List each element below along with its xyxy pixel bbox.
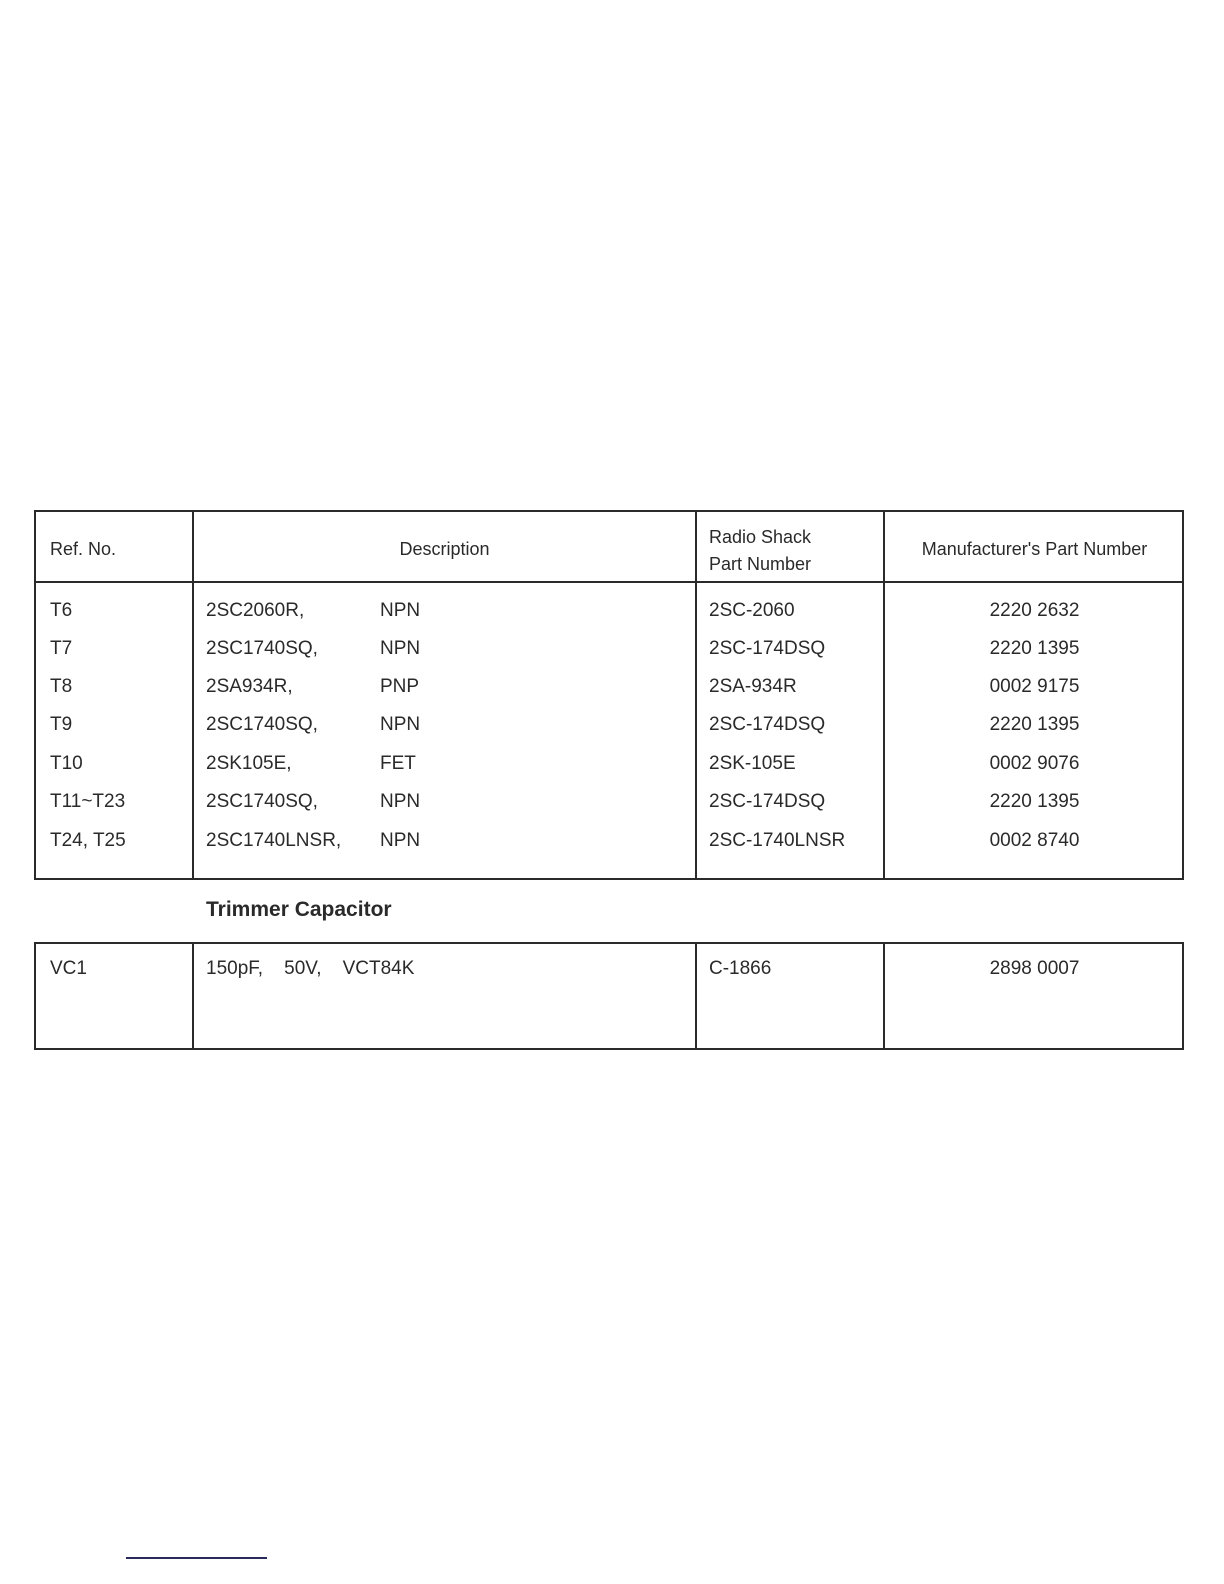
type-cell: FET: [380, 753, 416, 774]
ref-cell: T6: [50, 600, 73, 621]
ref-cell: T10: [50, 753, 83, 774]
mfr-part-cell: 2898 0007: [989, 958, 1080, 979]
mfr-part-cell: 0002 8740: [989, 830, 1080, 851]
description-cell: 150pF, 50V, VCT84K: [206, 958, 415, 979]
header-description: Description: [399, 539, 490, 559]
rs-part-cell: 2SC-174DSQ: [709, 791, 826, 812]
type-cell: PNP: [380, 676, 420, 697]
ref-cell: VC1: [50, 958, 87, 979]
rs-part-cell: 2SK-105E: [709, 753, 796, 774]
rs-part-cell: 2SC-2060: [709, 600, 795, 621]
table-row: [36, 600, 1182, 638]
trimmer-table: [34, 942, 1184, 1050]
table-row: [36, 791, 1182, 829]
ref-cell: T8: [50, 676, 73, 697]
ref-cell: T9: [50, 714, 73, 735]
table-row: [36, 753, 1182, 791]
part-cell: 2SK105E,: [206, 753, 292, 774]
table-row: [36, 638, 1182, 676]
header-ref-no: Ref. No.: [50, 539, 117, 559]
mfr-part-cell: 0002 9076: [989, 753, 1080, 774]
ref-cell: T7: [50, 638, 73, 659]
parts-table: [34, 510, 1184, 880]
part-cell: 2SC2060R,: [206, 600, 305, 621]
section-title-trimmer-capacitor: Trimmer Capacitor: [206, 898, 392, 921]
part-cell: 2SC1740LNSR,: [206, 830, 342, 851]
rs-part-cell: 2SA-934R: [709, 676, 797, 697]
table-row: [36, 830, 1182, 868]
ref-cell: T24, T25: [50, 830, 126, 851]
type-cell: NPN: [380, 638, 421, 659]
part-cell: 2SC1740SQ,: [206, 714, 318, 735]
mfr-part-cell: 0002 9175: [989, 676, 1080, 697]
header-manufacturer-part-number: Manufacturer's Part Number: [921, 539, 1148, 559]
part-cell: 2SA934R,: [206, 676, 293, 697]
part-cell: 2SC1740SQ,: [206, 638, 318, 659]
column-divider: [695, 944, 697, 1048]
table-row: [36, 714, 1182, 752]
type-cell: NPN: [380, 714, 421, 735]
mfr-part-cell: 2220 2632: [989, 600, 1080, 621]
rs-part-cell: C-1866: [709, 958, 772, 979]
part-cell: 2SC1740SQ,: [206, 791, 318, 812]
mfr-part-cell: 2220 1395: [989, 791, 1080, 812]
type-cell: NPN: [380, 600, 421, 621]
rs-part-cell: 2SC-1740LNSR: [709, 830, 846, 851]
mfr-part-cell: 2220 1395: [989, 714, 1080, 735]
type-cell: NPN: [380, 791, 421, 812]
mfr-part-cell: 2220 1395: [989, 638, 1080, 659]
table-row: [36, 676, 1182, 714]
type-cell: NPN: [380, 830, 421, 851]
footnote-rule: [126, 1557, 267, 1559]
rs-part-cell: 2SC-174DSQ: [709, 638, 826, 659]
header-radio-shack-part-number: Radio Shack Part Number: [709, 527, 812, 574]
rs-part-cell: 2SC-174DSQ: [709, 714, 826, 735]
header-divider: [36, 581, 1182, 583]
ref-cell: T11~T23: [50, 791, 126, 812]
